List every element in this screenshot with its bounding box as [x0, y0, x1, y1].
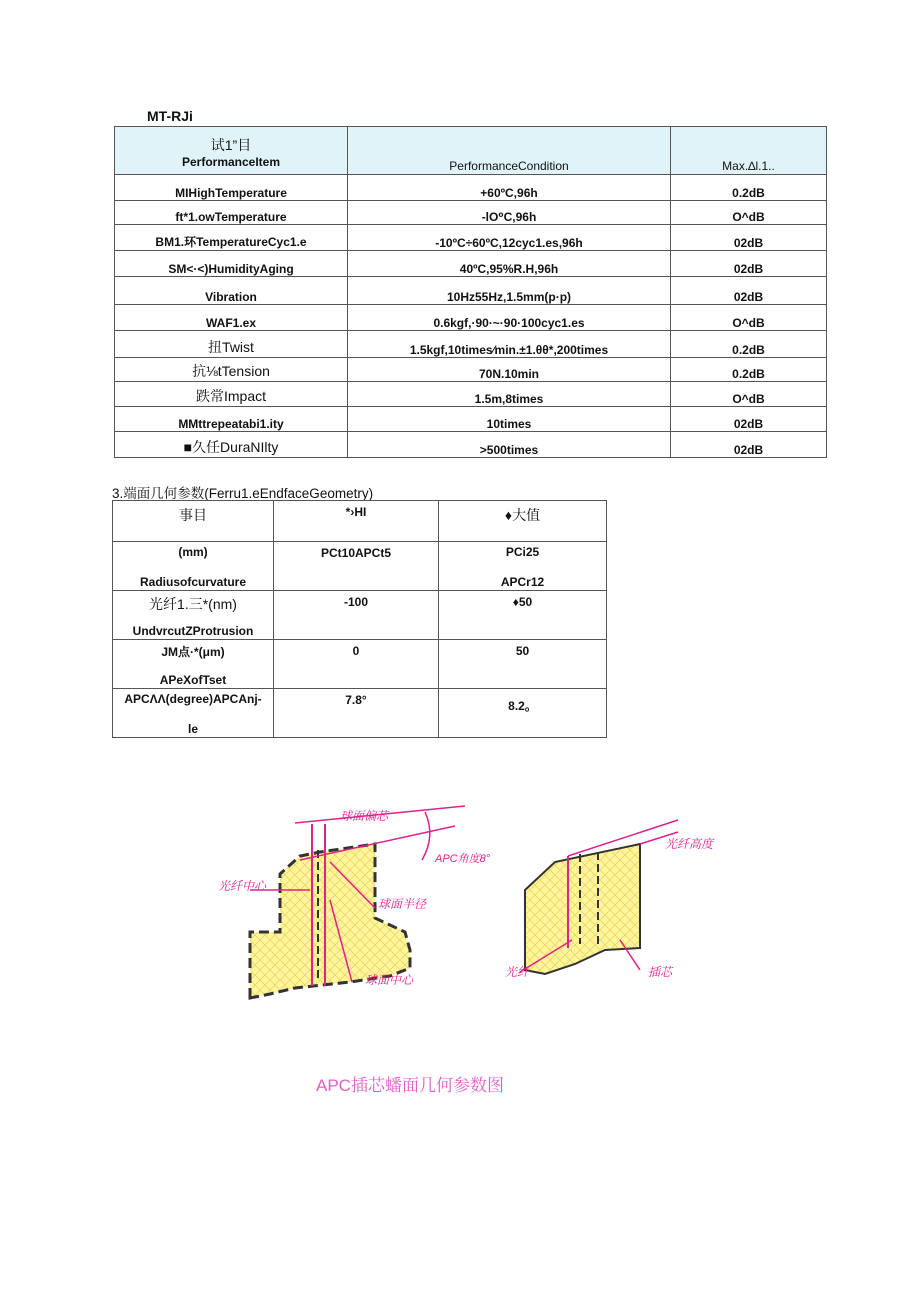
- row-item: SM<·<)HumidityAging: [115, 251, 348, 277]
- performance-table-header: [115, 127, 827, 175]
- geo-min-text: PCt10APCt5: [320, 546, 392, 560]
- row-item-text: 抗⅛tTension: [192, 363, 270, 379]
- section-3-title: 3.端面几何参数(Ferru1.eEndfaceGeometry): [112, 486, 374, 501]
- table-row: [115, 358, 827, 382]
- figure-caption: APC插芯蟠面几何参数图: [316, 1076, 504, 1095]
- geo-max: [439, 640, 607, 689]
- row-item: [115, 382, 348, 407]
- geo-header-min-text: *›HI: [345, 505, 367, 519]
- geo-label: [113, 591, 274, 640]
- performance-table: [114, 126, 827, 458]
- geo-min: [274, 640, 439, 689]
- table-row: [115, 225, 827, 251]
- row-item: WAF1.ex: [115, 305, 348, 331]
- header-item-cn: 试1”目: [210, 137, 252, 153]
- row-max: 02dB: [671, 277, 827, 305]
- geo-max-text: ♦50: [512, 595, 533, 609]
- geo-header-min: [274, 501, 439, 542]
- geometry-table-header: [113, 501, 607, 542]
- header-item: [115, 127, 348, 175]
- label-fiber-height: 光纤高度: [665, 837, 714, 851]
- row-condition: 40ºC,95%R.H,96h: [348, 251, 671, 277]
- geo-min-text: 0: [352, 644, 360, 658]
- row-max: O^dB: [671, 305, 827, 331]
- geo-label-top: 光纤1.三*(nm): [149, 596, 237, 612]
- geo-max-text: 50: [515, 644, 530, 658]
- table-row: [115, 382, 827, 407]
- geo-header-item: [113, 501, 274, 542]
- geo-label: [113, 689, 274, 738]
- ferrule-right-shape: [525, 844, 640, 974]
- row-max: 0.2dB: [671, 358, 827, 382]
- apc-angle-arc: [422, 812, 430, 860]
- row-item-text: 扭Twist: [208, 339, 254, 355]
- table-row: [115, 175, 827, 201]
- geo-label: [113, 542, 274, 591]
- label-fiber-center: 光纤中心: [218, 879, 267, 893]
- row-max: 0.2dB: [671, 175, 827, 201]
- table-row: [113, 591, 607, 640]
- row-item: Vibration: [115, 277, 348, 305]
- geo-header-item-text: 事目: [179, 507, 207, 523]
- row-item: [115, 331, 348, 358]
- table-row: [115, 251, 827, 277]
- apc-endface-diagram: [200, 790, 714, 1010]
- geo-max-top: PCi25: [505, 545, 540, 559]
- geo-label-bottom: le: [187, 722, 198, 736]
- label-fiber: 光纤: [505, 965, 530, 979]
- geo-max: [439, 689, 607, 738]
- table-row: [115, 277, 827, 305]
- row-item: [115, 432, 348, 458]
- label-ferrule: 插芯: [648, 965, 673, 979]
- row-condition: 10Hz55Hz,1.5mm(p·p): [348, 277, 671, 305]
- table-row: [113, 542, 607, 591]
- row-max: 02dB: [671, 225, 827, 251]
- row-max: 0.2dB: [671, 331, 827, 358]
- table-row: [115, 305, 827, 331]
- row-item: MMttrepeatabi1.ity: [115, 407, 348, 432]
- geo-max-text: 8.2。: [508, 699, 537, 713]
- row-condition: 0.6kgf,·90·~·90·100cyc1.es: [348, 305, 671, 331]
- geo-label-top: JM点·*(μm): [161, 645, 225, 659]
- geo-min-text: -100: [343, 595, 369, 609]
- geo-label-top: (mm): [178, 545, 208, 559]
- geo-label-bottom: APeXofTset: [159, 673, 227, 687]
- label-apc-angle: APC角度8°: [435, 853, 491, 865]
- apc-angle-line: [300, 826, 455, 860]
- table-row: [113, 640, 607, 689]
- row-item: [115, 358, 348, 382]
- label-apex-offset: 球面偏芯: [340, 809, 389, 823]
- row-condition: -10ºC÷60ºC,12cyc1.es,96h: [348, 225, 671, 251]
- geo-min-text: 7.8°: [345, 693, 367, 707]
- table-row: [115, 331, 827, 358]
- row-condition: >500times: [348, 432, 671, 458]
- table-row: [113, 689, 607, 738]
- row-condition: +60ºC,96h: [348, 175, 671, 201]
- row-item: BM1.环TemperatureCyc1.e: [115, 225, 348, 251]
- geo-max: [439, 591, 607, 640]
- table-row: [115, 432, 827, 458]
- row-condition: 70N.10min: [348, 358, 671, 382]
- row-item-text: 跌常Impact: [195, 388, 266, 404]
- row-condition: 1.5m,8times: [348, 382, 671, 407]
- geo-min: [274, 542, 439, 591]
- label-sphere-radius: 球面半径: [378, 897, 427, 911]
- geo-label: [113, 640, 274, 689]
- row-max: O^dB: [671, 382, 827, 407]
- document-title: MT-RJi: [147, 108, 193, 124]
- row-condition: 10times: [348, 407, 671, 432]
- geo-max: [439, 542, 607, 591]
- table-row: [115, 407, 827, 432]
- geo-label-bottom: Radiusofcurvature: [139, 575, 247, 589]
- geo-header-max: [439, 501, 607, 542]
- header-max: Max.∆l.1..: [671, 127, 827, 175]
- geo-label-bottom: UndvrcutZProtrusion: [132, 624, 254, 638]
- row-max: O^dB: [671, 201, 827, 225]
- row-condition: -lO⁰C,96h: [348, 201, 671, 225]
- row-condition: 1.5kgf,10times⁄min.±1.θθ*,200times: [348, 331, 671, 358]
- geo-label-top: APCΛΛ(degree)APCAnj-: [124, 692, 262, 706]
- row-item: MIHighTemperature: [115, 175, 348, 201]
- geo-max-bottom: APCr12: [500, 575, 545, 589]
- geometry-table: [112, 500, 607, 738]
- header-item-en: PerformanceItem: [181, 155, 281, 169]
- row-max: 02dB: [671, 432, 827, 458]
- geo-min: [274, 689, 439, 738]
- geo-min: [274, 591, 439, 640]
- row-max: 02dB: [671, 407, 827, 432]
- row-item: ft*1.owTemperature: [115, 201, 348, 225]
- row-max: 02dB: [671, 251, 827, 277]
- geo-header-max-text: ♦大值: [504, 507, 541, 523]
- header-condition: PerformanceCondition: [348, 127, 671, 175]
- table-row: [115, 201, 827, 225]
- row-item-text: ■久任DuraNIlty: [183, 439, 279, 455]
- label-sphere-center: 球面中心: [365, 973, 414, 987]
